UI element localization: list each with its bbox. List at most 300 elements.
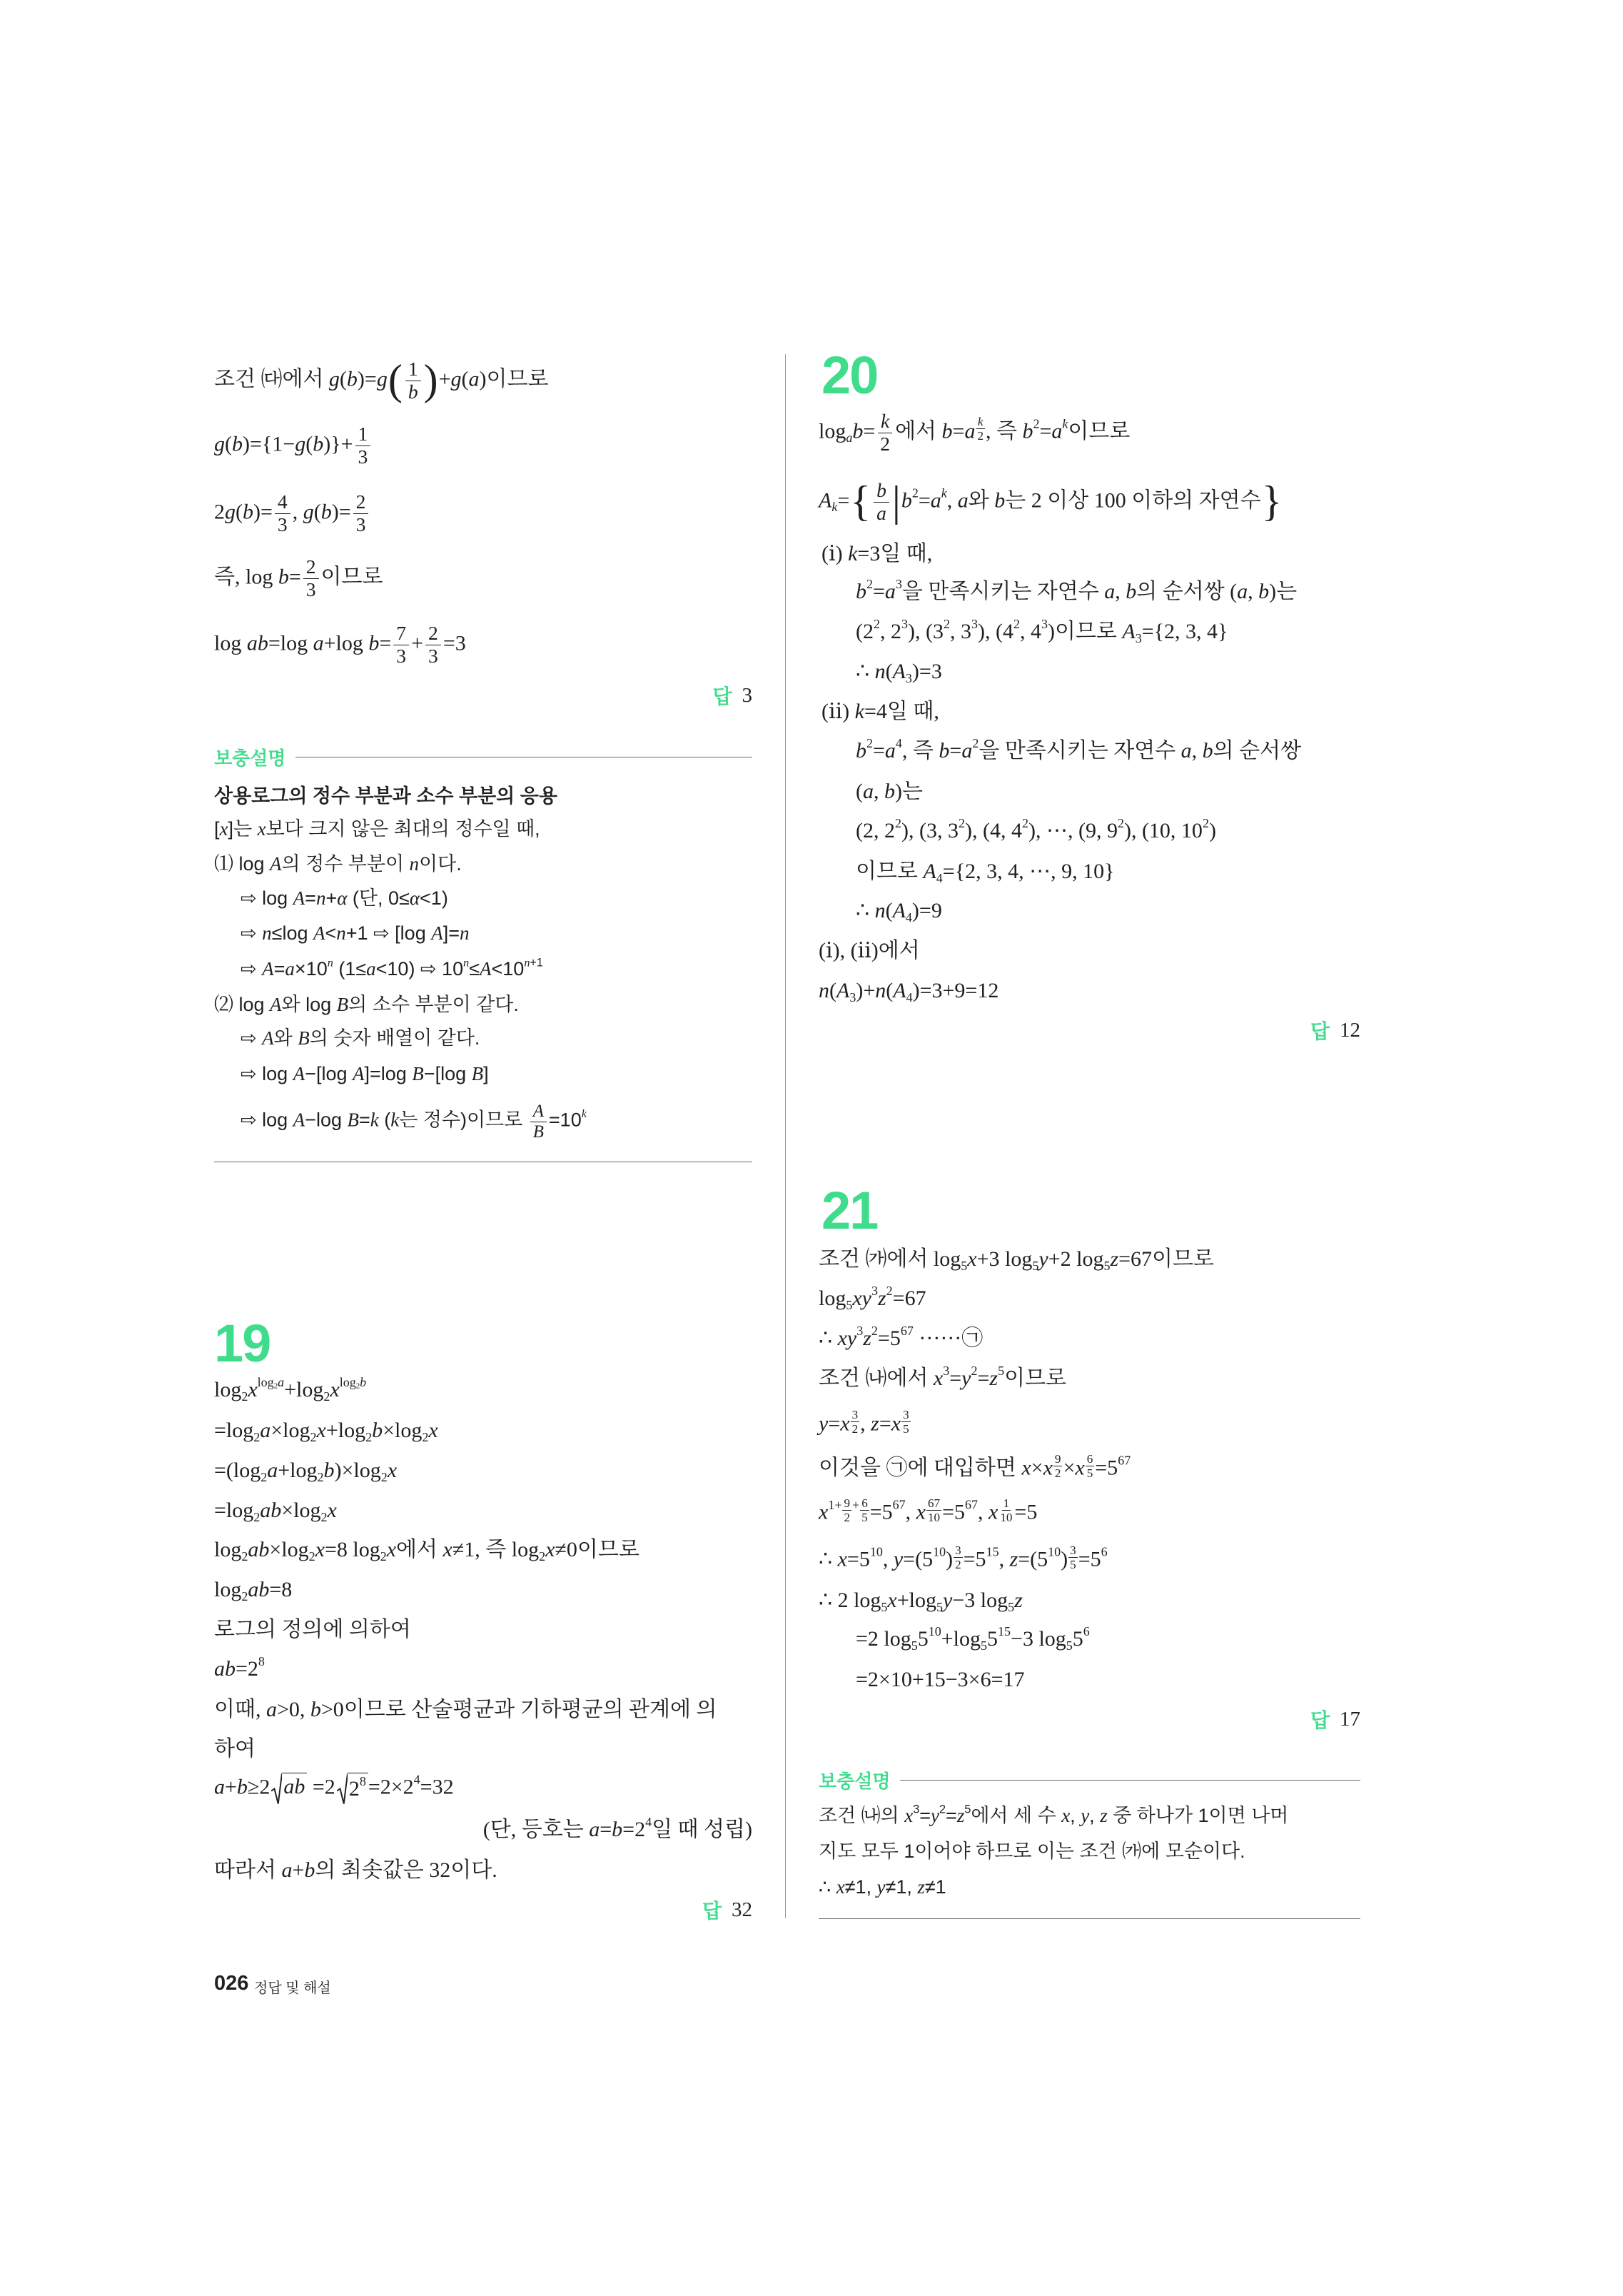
math-text: 로그의 정의에 의하여 xyxy=(214,1617,411,1641)
math-text: 10 xyxy=(927,1511,941,1525)
math-line-content xyxy=(819,1284,926,1312)
subscript xyxy=(936,1599,943,1613)
math-text: 즉, log xyxy=(214,564,278,588)
math-text: ≤ xyxy=(469,958,480,980)
math-text: ×log xyxy=(383,1418,423,1442)
radicand xyxy=(282,1773,307,1805)
math-text: 2 xyxy=(348,1776,360,1801)
math-text: 2 xyxy=(958,816,965,831)
math-text: −[log xyxy=(305,1063,353,1085)
math-text: × xyxy=(1063,1456,1076,1480)
math-variable: b xyxy=(884,779,895,803)
subscript xyxy=(906,910,912,924)
subscript xyxy=(846,1298,852,1312)
solution-line xyxy=(856,1659,1025,1699)
radicand xyxy=(348,1773,368,1805)
math-line-content xyxy=(819,1496,1037,1526)
superscript xyxy=(941,485,947,500)
math-text: 3 xyxy=(856,1324,864,1339)
math-text: = xyxy=(949,739,962,763)
math-text: = xyxy=(600,1818,612,1842)
math-variable: x xyxy=(428,1418,438,1442)
math-text: 3 xyxy=(355,513,366,535)
superscript xyxy=(1048,1545,1061,1559)
superscript xyxy=(1022,816,1028,830)
math-text: 3 xyxy=(903,1408,909,1422)
math-text: 2 xyxy=(305,555,316,578)
solution-line xyxy=(214,1490,337,1530)
math-text: =log xyxy=(214,1418,254,1442)
math-variable: x xyxy=(1043,1456,1053,1480)
solution-line xyxy=(856,731,1301,771)
subscript xyxy=(318,1469,324,1484)
math-text: >0이므로 산술평균과 기하평균의 관계에 의 xyxy=(320,1697,717,1721)
math-text: = xyxy=(949,1366,962,1391)
math-text: , xyxy=(860,1411,871,1436)
math-text: 5 xyxy=(1032,1258,1039,1273)
math-text: log xyxy=(214,1378,242,1402)
fraction xyxy=(303,556,319,601)
math-line-content xyxy=(214,1735,256,1763)
fraction xyxy=(530,1102,547,1142)
subscript xyxy=(936,870,943,885)
math-text: 3 xyxy=(277,513,288,535)
math-variable: a xyxy=(589,1818,600,1842)
superscript xyxy=(895,816,901,830)
math-line-content xyxy=(821,698,939,725)
math-text: 5 xyxy=(961,1258,968,1273)
math-variable: b xyxy=(236,1774,248,1798)
problem-number: 20 xyxy=(821,345,878,405)
math-variable: a xyxy=(876,501,886,524)
math-text: ( xyxy=(886,978,894,1002)
math-text: 2 xyxy=(939,1803,946,1816)
fraction-numerator xyxy=(1053,1452,1063,1466)
math-text: ≤log xyxy=(271,922,313,945)
math-text: , xyxy=(874,779,884,803)
math-variable: b xyxy=(876,478,886,501)
math-text: 1+ xyxy=(828,1497,842,1512)
math-text: [ xyxy=(214,818,220,840)
math-text: 3 xyxy=(305,578,316,600)
fraction-denominator xyxy=(393,645,409,668)
math-variable: a xyxy=(957,488,969,512)
math-variable: y xyxy=(961,1366,971,1391)
solution-line xyxy=(819,1398,911,1448)
math-text: 4 xyxy=(906,990,913,1004)
fraction xyxy=(998,1496,1013,1524)
math-variable: a xyxy=(278,1375,285,1390)
math-variable: x xyxy=(545,1537,555,1561)
solution-line xyxy=(819,466,1283,538)
math-variable: k xyxy=(390,1109,400,1131)
math-text: 보다 크지 않은 최대의 정수일 때, xyxy=(266,818,540,840)
math-text: + xyxy=(438,366,451,391)
superscript xyxy=(893,1498,906,1512)
fraction-denominator xyxy=(874,503,889,525)
radical-sign-icon xyxy=(337,1773,348,1805)
superscript xyxy=(901,1324,914,1338)
math-line-content xyxy=(819,1839,1245,1864)
math-variable: α xyxy=(337,887,348,910)
math-text: 2 xyxy=(1021,816,1028,831)
superscript xyxy=(953,1544,964,1572)
math-text: ∴ 2 log xyxy=(819,1588,881,1612)
math-line-content xyxy=(214,1416,438,1444)
fraction xyxy=(901,1408,911,1436)
superscript xyxy=(258,1654,265,1668)
math-variable: xy xyxy=(852,1287,871,1311)
math-line-content xyxy=(819,1544,1108,1574)
math-text: 이다. xyxy=(419,853,462,875)
math-variable: b xyxy=(232,431,243,455)
math-text: =10 xyxy=(548,1109,582,1131)
math-text: = xyxy=(977,1366,990,1391)
math-variable: x xyxy=(836,1876,845,1898)
math-variable: x xyxy=(837,1547,847,1571)
superscript xyxy=(582,1107,587,1120)
math-variable: b xyxy=(346,366,358,391)
math-text: 이므로 xyxy=(856,859,924,883)
solution-line xyxy=(819,1319,983,1359)
fraction xyxy=(851,1408,860,1436)
supplement-line xyxy=(819,1870,946,1905)
math-variable: b xyxy=(310,1697,321,1721)
answer-row xyxy=(214,675,752,715)
solution-line xyxy=(214,478,370,549)
math-text: (ⅰ) xyxy=(821,541,849,565)
solution-line xyxy=(819,930,920,970)
superscript xyxy=(1041,617,1048,631)
large-delimiter: ( xyxy=(388,356,403,403)
math-text: + xyxy=(225,1774,237,1798)
math-text: ⑵ log xyxy=(214,994,270,1016)
math-text: ≠1, xyxy=(885,1876,918,1898)
math-text: −log xyxy=(305,1109,348,1131)
math-text: ∴ xyxy=(819,1876,836,1898)
math-text: 2 xyxy=(539,1549,546,1564)
math-text: 2 xyxy=(1202,816,1209,831)
math-text: =8 xyxy=(269,1577,293,1601)
fraction xyxy=(355,423,371,468)
fraction-denominator xyxy=(877,433,893,455)
math-text: 67 xyxy=(927,1496,941,1511)
math-text: )= xyxy=(253,499,273,523)
math-text: 3 xyxy=(943,1364,950,1379)
math-text: )이므로 xyxy=(479,366,549,391)
fraction-numerator xyxy=(954,1544,963,1558)
math-text: 3 xyxy=(971,617,978,632)
math-variable: k xyxy=(881,409,890,432)
math-variable: b xyxy=(994,488,1006,512)
math-text: =2 xyxy=(307,1774,335,1798)
math-text: (2, 2 xyxy=(856,819,895,843)
math-text: 2 xyxy=(1117,816,1124,831)
math-variable: ab xyxy=(283,1774,305,1798)
math-text: 2 xyxy=(1054,1466,1061,1481)
math-text: )+ xyxy=(856,978,876,1002)
math-variable: xy xyxy=(837,1326,857,1351)
math-text: 5 xyxy=(911,1638,918,1653)
math-text: 을 만족시키는 자연수 xyxy=(901,580,1105,604)
math-text: =2 log xyxy=(856,1627,911,1651)
math-line-content xyxy=(856,897,942,925)
math-text: , 즉 xyxy=(901,739,939,763)
math-text: 5 xyxy=(1008,1599,1015,1614)
math-line-content xyxy=(819,977,998,1004)
subscript xyxy=(846,430,852,445)
math-text: 는 2 이상 100 이하의 자연수 xyxy=(1005,488,1261,512)
math-text: , xyxy=(1248,580,1259,604)
superscript xyxy=(912,485,919,500)
fraction-denominator xyxy=(405,381,421,403)
math-text: 이므로 xyxy=(1068,418,1131,443)
fraction xyxy=(926,1496,941,1524)
math-variable: ab xyxy=(260,1498,282,1522)
math-line-content xyxy=(241,1062,489,1087)
answer-value: 32 xyxy=(732,1898,752,1921)
math-variable: n xyxy=(336,922,346,945)
math-variable: n xyxy=(524,956,530,970)
math-variable: k xyxy=(977,415,984,429)
solution-line xyxy=(819,1359,1066,1399)
math-variable: n xyxy=(460,922,470,945)
math-text: ]=log xyxy=(364,1063,413,1085)
math-text: ∴ xyxy=(819,1326,838,1351)
math-text: )={1− xyxy=(243,431,295,455)
superscript xyxy=(340,1375,366,1389)
math-variable: k xyxy=(581,1107,587,1120)
supplement-line xyxy=(241,1022,480,1056)
math-text: =5 xyxy=(877,1326,901,1351)
math-text: 3 xyxy=(913,1803,920,1816)
math-text: 와 xyxy=(273,1027,298,1049)
math-text: 3 xyxy=(1041,617,1048,632)
math-variable: z xyxy=(1110,1247,1119,1271)
math-variable: b xyxy=(304,1858,315,1882)
math-text: 10 xyxy=(1048,1544,1061,1559)
math-variable: b xyxy=(612,1818,623,1842)
answer-row xyxy=(819,1010,1360,1050)
math-variable: k xyxy=(1062,416,1068,430)
math-variable: a xyxy=(1180,739,1192,763)
math-text: =3일 때, xyxy=(857,541,933,565)
math-text: =5 xyxy=(1078,1547,1101,1571)
math-variable: a xyxy=(884,739,896,763)
math-variable: z xyxy=(989,1366,998,1391)
superscript xyxy=(959,816,965,830)
fraction xyxy=(860,1496,869,1524)
superscript xyxy=(943,1364,949,1378)
math-text: =(5 xyxy=(1018,1547,1048,1571)
math-text: , xyxy=(1070,1805,1081,1827)
math-text: 3 xyxy=(358,445,368,468)
math-text: 2 xyxy=(422,1429,429,1444)
superscript xyxy=(524,957,543,970)
math-variable: z xyxy=(1100,1805,1108,1827)
math-text: +log xyxy=(896,1588,937,1612)
subscript xyxy=(380,1549,387,1563)
math-variable: n xyxy=(874,659,886,683)
math-variable: b xyxy=(368,630,380,655)
math-variable: a xyxy=(313,630,324,655)
math-text: )=9 xyxy=(911,898,942,922)
math-text: ]는 xyxy=(228,818,258,840)
superscript xyxy=(866,577,873,591)
fraction-numerator xyxy=(1086,1452,1095,1466)
subscript xyxy=(906,990,913,1004)
math-text: ×10 xyxy=(294,958,328,980)
superscript xyxy=(971,617,978,631)
math-text: =8 log xyxy=(324,1537,380,1561)
page-section-label: 정답 및 해설 xyxy=(254,1980,331,1996)
math-variable: x xyxy=(916,1500,926,1524)
math-text: 와 xyxy=(968,488,995,512)
math-text: ), (4 xyxy=(977,620,1013,644)
math-line-content xyxy=(214,992,519,1017)
math-text: ×log xyxy=(269,1537,309,1561)
superscript xyxy=(360,1774,366,1788)
math-variable: α xyxy=(409,887,420,910)
supplement-header xyxy=(819,1766,1360,1794)
math-line-content xyxy=(856,658,942,685)
math-variable: y xyxy=(819,1411,829,1436)
solution-line xyxy=(214,1609,411,1649)
math-text: )= xyxy=(357,366,377,391)
math-text: log xyxy=(819,418,846,443)
fraction xyxy=(954,1544,963,1571)
math-text: log xyxy=(214,1577,242,1601)
math-variable: B xyxy=(412,1063,424,1085)
fraction-denominator xyxy=(355,446,371,468)
fraction xyxy=(1086,1452,1095,1480)
fraction-numerator xyxy=(1002,1496,1011,1511)
superscript xyxy=(901,617,908,631)
math-text: )이므로 xyxy=(1047,620,1123,644)
math-variable: y xyxy=(893,1547,904,1571)
math-text: (단, 0≤ xyxy=(347,887,410,910)
math-line-content xyxy=(214,1456,397,1484)
math-text: ) xyxy=(1208,819,1216,843)
supplement-line xyxy=(819,1835,1245,1869)
math-variable: a xyxy=(266,1697,277,1721)
math-text: 5 xyxy=(964,1803,971,1816)
math-text: ( xyxy=(313,499,321,523)
solution-line xyxy=(819,401,1130,465)
math-variable: b xyxy=(1126,580,1137,604)
radical-sign-icon xyxy=(271,1773,282,1805)
math-text: )=3 xyxy=(911,659,942,683)
math-text: =2×2 xyxy=(368,1774,414,1798)
solution-line xyxy=(819,1580,1023,1620)
math-line-content xyxy=(856,817,1216,845)
math-variable: A xyxy=(923,859,936,883)
math-text: 이므로 xyxy=(1004,1366,1067,1391)
math-variable: a xyxy=(964,418,976,443)
math-text: 2 xyxy=(261,1469,268,1484)
math-line-content xyxy=(214,556,383,601)
math-line-content xyxy=(819,477,1283,525)
math-variable: b xyxy=(320,499,332,523)
math-text: 6 xyxy=(861,1496,868,1511)
math-variable: k xyxy=(848,541,858,565)
math-variable: a xyxy=(1104,580,1116,604)
subscript xyxy=(1008,1599,1014,1613)
math-text: 1 xyxy=(358,422,368,445)
fraction-numerator xyxy=(405,358,421,381)
math-text: 을 만족시키는 자연수 xyxy=(979,739,1181,763)
math-text: ), (3, 3 xyxy=(901,819,959,843)
math-text: 3 xyxy=(871,1284,878,1299)
math-variable: A xyxy=(262,1027,274,1049)
math-text: 10 xyxy=(933,1544,946,1559)
math-text: −3 log xyxy=(952,1588,1008,1612)
math-text: 4 xyxy=(645,1815,652,1830)
math-line-content xyxy=(214,852,462,877)
math-text: = xyxy=(919,1805,931,1827)
math-text: ( xyxy=(885,659,893,683)
fraction-denominator xyxy=(425,645,441,668)
math-text: 2 xyxy=(317,1469,324,1484)
math-variable: A xyxy=(352,1063,365,1085)
math-text: = xyxy=(918,488,931,512)
math-text: , xyxy=(1191,739,1203,763)
math-text: 67 xyxy=(892,1497,906,1512)
math-variable: A xyxy=(480,958,492,980)
subscript xyxy=(1032,1258,1038,1272)
answer-label: 답 xyxy=(1310,1709,1330,1731)
math-text: 2 xyxy=(844,1511,851,1525)
math-text: )= xyxy=(331,499,351,523)
math-text: log xyxy=(339,1375,356,1390)
math-variable: g xyxy=(214,431,225,455)
math-variable: A xyxy=(431,922,443,945)
math-text: =3 xyxy=(443,630,466,655)
math-variable: ab xyxy=(246,630,268,655)
fraction xyxy=(874,480,889,525)
math-text: , xyxy=(1115,580,1126,604)
solution-line xyxy=(214,1649,265,1689)
math-text: 7 xyxy=(396,621,407,644)
math-variable: x xyxy=(327,1498,337,1522)
math-text: ≥2 xyxy=(247,1774,270,1798)
subscript xyxy=(981,1638,987,1653)
math-variable: B xyxy=(336,994,349,1016)
math-text: ), (10, 10 xyxy=(1123,819,1203,843)
math-text: 5 xyxy=(1072,1627,1083,1651)
superscript xyxy=(964,1803,971,1816)
math-text: 2 xyxy=(380,1469,388,1484)
math-text: 5 xyxy=(981,1638,988,1653)
math-text: <10 xyxy=(491,958,525,980)
math-text: , xyxy=(978,1500,989,1524)
superscript xyxy=(1118,1454,1131,1468)
math-text: )=3+9=12 xyxy=(912,978,999,1002)
fraction-numerator xyxy=(355,423,371,446)
math-text: , xyxy=(882,1547,894,1571)
math-text: , xyxy=(946,488,958,512)
math-text: 6 xyxy=(1083,1624,1090,1639)
large-delimiter: { xyxy=(850,477,871,525)
math-line-content xyxy=(819,1803,1288,1828)
math-text: 8 xyxy=(359,1773,366,1788)
math-variable: A xyxy=(1122,620,1136,644)
math-text: ⇨ log xyxy=(241,1109,293,1131)
math-line-content xyxy=(214,1856,497,1884)
math-variable: k xyxy=(854,699,864,723)
superscript xyxy=(1013,617,1020,631)
math-line-content xyxy=(856,1666,1025,1693)
